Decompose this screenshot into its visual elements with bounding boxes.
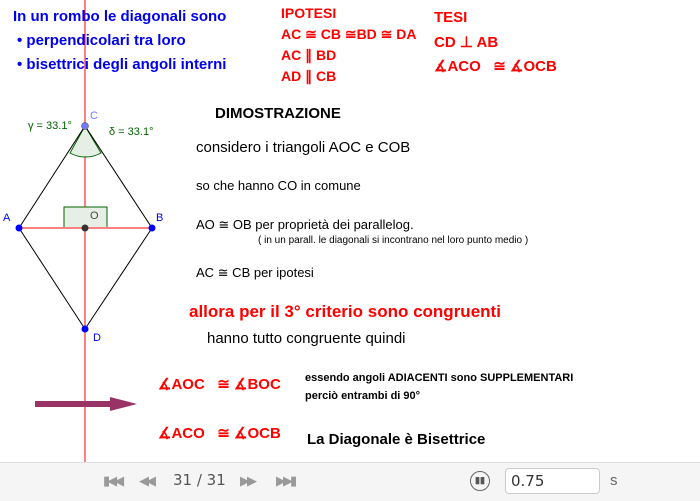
playback-bar	[0, 462, 700, 501]
first-step-icon[interactable]: ▮◀◀	[103, 473, 122, 488]
label-o: O	[90, 210, 99, 222]
note-2: perciò entrambi di 90°	[305, 390, 421, 402]
gamma-label: γ = 33.1°	[28, 120, 72, 132]
last-step-icon[interactable]: ▶▶▮	[276, 473, 295, 488]
label-c: C	[90, 110, 98, 122]
proof-line-3: AO ≅ OB per proprietà dei parallelog.	[196, 217, 414, 232]
tesi-line-1: CD ⊥ AB	[434, 34, 499, 51]
note-1: essendo angoli ADIACENTI sono SUPPLEMENTARI	[305, 372, 574, 384]
equation-2: ∡ACO ≅ ∡OCB	[158, 425, 281, 442]
delta-label: δ = 33.1°	[109, 126, 154, 138]
step-counter: 31 / 31	[173, 471, 226, 489]
bullet-1: • perpendicolari tra loro	[17, 32, 186, 49]
proof-line-4: AC ≅ CB per ipotesi	[196, 265, 314, 280]
bullet-1-text: perpendicolari tra loro	[26, 32, 186, 49]
bullet-2-text: bisettrici degli angoli interni	[26, 56, 227, 73]
ipotesi-heading: IPOTESI	[281, 5, 337, 21]
label-a: A	[3, 212, 11, 224]
conclusion: La Diagonale è Bisettrice	[307, 431, 486, 448]
point-d[interactable]	[82, 326, 89, 333]
equation-1: ∡AOC ≅ ∡BOC	[158, 376, 281, 393]
point-a[interactable]	[16, 225, 23, 232]
point-o[interactable]	[82, 225, 89, 232]
proof-line-3-note: ( in un parall. le diagonali si incontrano nel loro punto medio )	[258, 235, 529, 246]
speed-input[interactable]	[505, 468, 600, 494]
ipotesi-line-3: AD ∥ CB	[281, 68, 337, 84]
proof-heading: DIMOSTRAZIONE	[215, 105, 341, 122]
ipotesi-line-2: AC ∥ BD	[281, 47, 337, 63]
title: In un rombo le diagonali sono	[13, 8, 227, 25]
next-step-icon[interactable]: ▶▶	[240, 473, 254, 488]
ipotesi-line-1: AC ≅ CB ≅BD ≅ DA	[281, 26, 417, 42]
speed-unit: s	[610, 472, 618, 489]
point-b[interactable]	[149, 225, 156, 232]
tesi-line-2: ∡ACO ≅ ∡OCB	[434, 58, 557, 75]
point-c[interactable]	[82, 123, 89, 130]
proof-line-2: so che hanno CO in comune	[196, 178, 361, 193]
label-d: D	[93, 332, 101, 344]
tesi-heading: TESI	[434, 9, 468, 26]
arrow-icon	[110, 397, 137, 411]
proof-line-6: hanno tutto congruente quindi	[207, 330, 406, 347]
proof-line-1: considero i triangoli AOC e COB	[196, 139, 411, 156]
bullet-2: • bisettrici degli angoli interni	[17, 56, 227, 73]
proof-line-5: allora per il 3° criterio sono congruenti	[189, 302, 501, 321]
label-b: B	[156, 212, 164, 224]
previous-step-icon[interactable]: ◀◀	[139, 473, 153, 488]
pause-button[interactable]: ▮▮	[470, 471, 490, 491]
